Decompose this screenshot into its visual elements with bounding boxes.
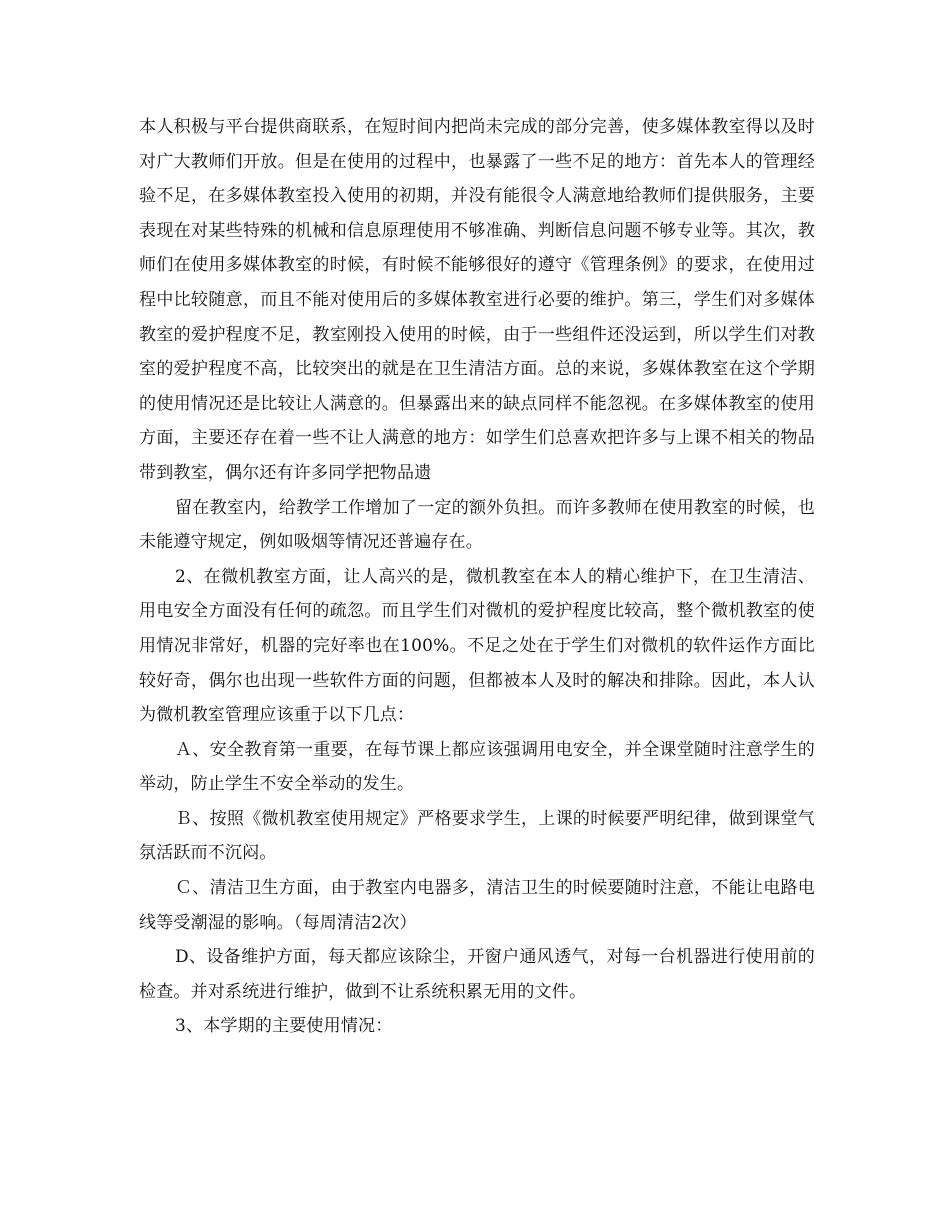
paragraph-point-a: Ａ、安全教育第一重要，在每节课上都应该强调用电安全，并全课堂随时注意学生的举动，防止学生不安全举动的发生。 xyxy=(139,739,815,795)
paragraph-section-3-heading: 3、本学期的主要使用情况： xyxy=(175,1016,393,1037)
paragraph-computer-lab: 2、在微机教室方面，让人高兴的是，微机教室在本人的精心维护下，在卫生清洁、用电安全方面没有任何的疏忽。而且学生们对微机的爱护程度比较高，整个微机教室的使用情况非常好，机器的完好率也在100%。不足之处在于学生们对微机的软件运作方面比较好奇，偶尔也出现一些软件方面的问题，但都被本人及时的解决和排除。因此，本人认为微机教室管理应该重于以下几点： xyxy=(139,566,815,726)
document-body xyxy=(139,110,815,1044)
paragraph-point-c: Ｃ、清洁卫生方面，由于教室内电器多，清洁卫生的时候要随时注意，不能让电路电线等受潮湿的影响。（每周清洁2次） xyxy=(139,878,815,933)
paragraph-multimedia-review: 本人积极与平台提供商联系，在短时间内把尚未完成的部分完善，使多媒体教室得以及时对广大教师们开放。但是在使用的过程中，也暴露了一些不足的地方：首先本人的管理经验不足，在多媒体教室投入使用的初期，并没有能很令人满意地给教师们提供服务，主要表现在对某些特殊的机械和信息原理使用不够准确、判断信息问题不够专业等。其次，教师们在使用多媒体教室的时候，有时候不能够很好的遵守《管理条例》的要求，在使用过程中比较随意，而且不能对使用后的多媒体教室进行必要的维护。第三，学生们对多媒体教室的爱护程度不足，教室刚投入使用的时候，由于一些组件还没运到，所以学生们对教室的爱护程度不高，比较突出的就是在卫生清洁方面。总的来说，多媒体教室在这个学期的使用情况还是比较让人满意的。但暴露出来的缺点同样不能忽视。在多媒体教室的使用方面，主要还存在着一些不让人满意的地方：如学生们总喜欢把许多与上课不相关的物品带到教室，偶尔还有许多同学把物品遗 xyxy=(139,117,815,483)
paragraph-multimedia-continued: 留在教室内，给教学工作增加了一定的额外负担。而许多教师在使用教室的时候，也未能遵守规定，例如吸烟等情况还普遍存在。 xyxy=(139,497,815,553)
paragraph-point-d: D、设备维护方面，每天都应该除尘，开窗户通风透气，对每一台机器进行使用前的检查。并对系统进行维护，做到不让系统积累无用的文件。 xyxy=(139,947,815,1002)
paragraph-point-b: Ｂ、按照《微机教室使用规定》严格要求学生，上课的时候要严明纪律，做到课堂气氛活跃而不沉闷。 xyxy=(139,808,815,864)
